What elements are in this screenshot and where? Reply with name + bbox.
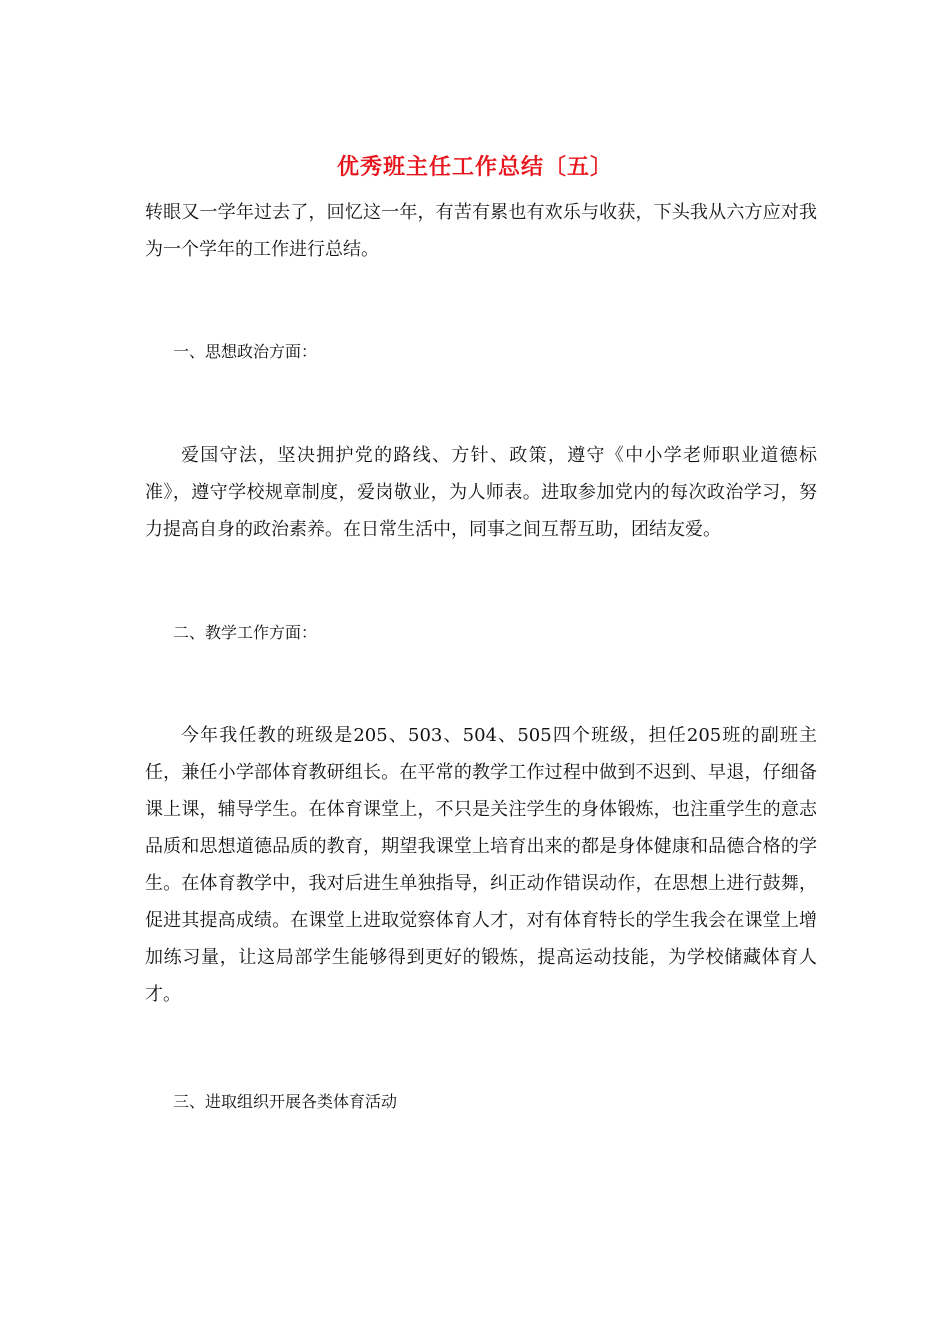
intro-paragraph: 转眼又一学年过去了，回忆这一年，有苦有累也有欢乐与收获，下头我从六方应对我为一个学年的工作进行总结。 (145, 202, 817, 260)
section-body-teaching: 今年我任教的班级是205、503、504、505四个班级，担任205班的副班主任，兼任小学部体育教研组长。在平常的教学工作过程中做到不迟到、早退，仔细备课上课，辅导学生。在体育课堂上，不只是关注学生的身体锻炼，也注重学生的意志品质和思想道德品质的教育，期望我课堂上培育出来的都是身体健康和品德合格的学生。在体育教学中，我对后进生单独指导，纠正动作错误动作，在思想上进行鼓舞，促进其提高成绩。在课堂上进取觉察体育人才，对有体育特长的学生我会在课堂上增加练习量，让这局部学生能够得到更好的锻炼，提高运动技能，为学校储藏体育人才。 (145, 725, 817, 1005)
section-heading-teaching: 二、教学工作方面： (173, 623, 318, 642)
document-title: 优秀班主任工作总结〔五〕 (336, 154, 613, 180)
section-body-politics: 爱国守法，坚决拥护党的路线、方针、政策，遵守《中小学老师职业道德标准》，遵守学校规章制度，爱岗敬业，为人师表。进取参加党内的每次政治学习，努力提高自身的政治素养。在日常生活中，同事之间互帮互助，团结友爱。 (145, 445, 817, 540)
section-heading-activities: 三、进取组织开展各类体育活动 (173, 1092, 398, 1111)
section-heading-politics: 一、思想政治方面： (173, 342, 318, 361)
